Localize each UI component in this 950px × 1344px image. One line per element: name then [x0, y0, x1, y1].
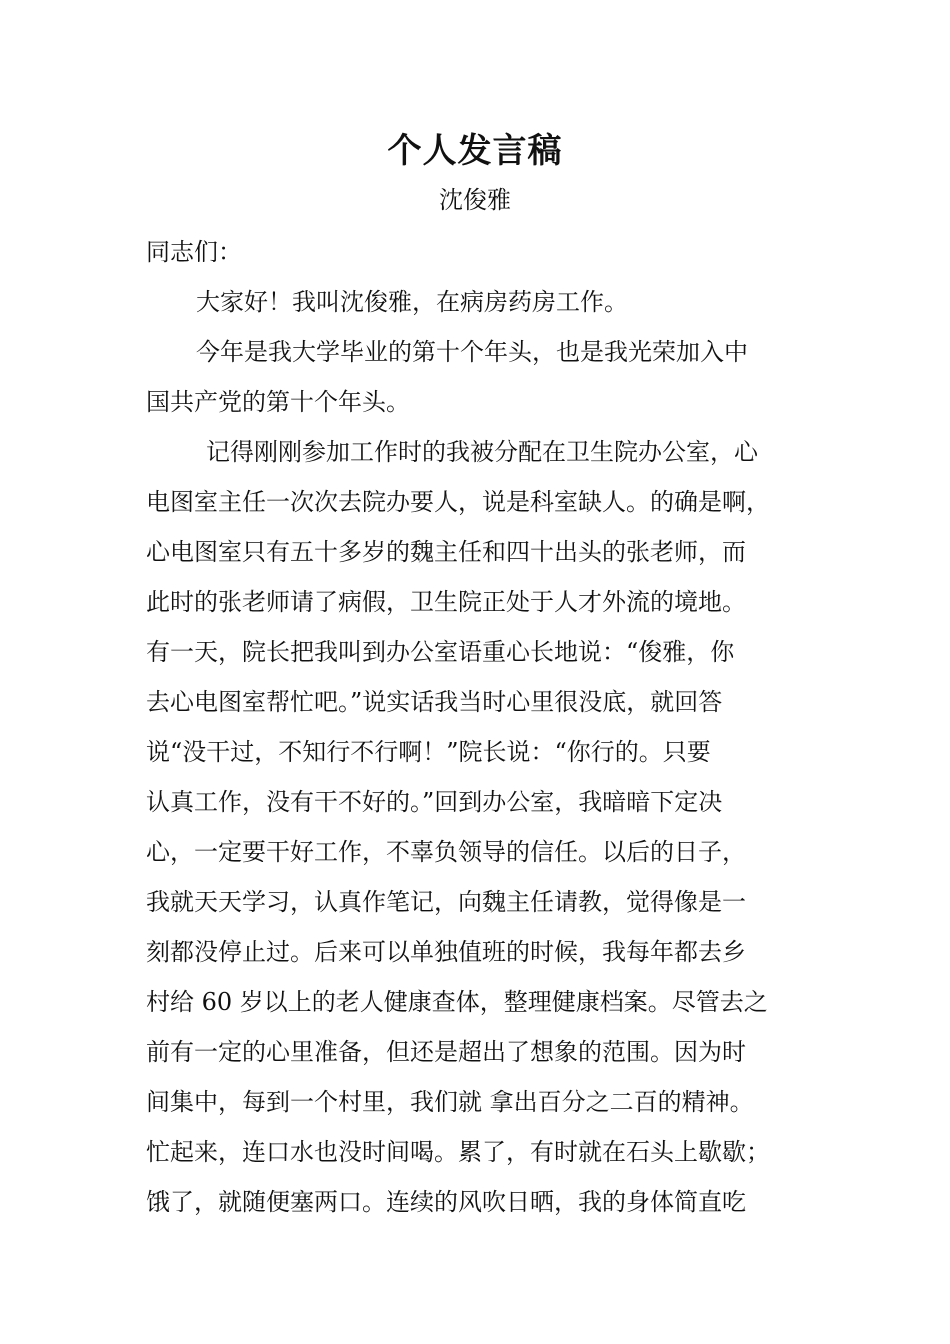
paragraph-3-line: 电图室主任一次次去院办要人，说是科室缺人。的确是啊，	[146, 488, 770, 516]
paragraph-3-line: 心，一定要干好工作，不辜负领导的信任。以后的日子，	[146, 838, 746, 866]
paragraph-3-line: 饿了，就随便塞两口。连续的风吹日晒，我的身体简直吃	[146, 1188, 746, 1216]
paragraph-3-line: 忙起来，连口水也没时间喝。累了，有时就在石头上歇歇；	[146, 1138, 770, 1166]
paragraph-3-line: 我就天天学习，认真作笔记，向魏主任请教，觉得像是一	[146, 888, 746, 916]
paragraph-2-line: 今年是我大学毕业的第十个年头，也是我光荣加入中	[196, 338, 748, 366]
paragraph-3-line: 前有一定的心里准备，但还是超出了想象的范围。因为时	[146, 1038, 746, 1066]
paragraph-3-line: 有一天，院长把我叫到办公室语重心长地说：“俊雅，你	[146, 638, 735, 666]
document-author: 沈俊雅	[439, 186, 511, 214]
paragraph-3-line: 认真工作，没有干不好的。”回到办公室，我暗暗下定决	[146, 788, 723, 816]
paragraph-2-line: 国共产党的第十个年头。	[146, 388, 410, 416]
paragraph-3-line: 说“没干过，不知行不行啊！”院长说：“你行的。只要	[146, 738, 711, 766]
paragraph-3-line: 心电图室只有五十多岁的魏主任和四十出头的张老师，而	[146, 538, 746, 566]
document-body	[146, 232, 806, 1232]
paragraph-3-line: 去心电图室帮忙吧。”说实话我当时心里很没底，就回答	[146, 688, 723, 716]
paragraph-3-line: 此时的张老师请了病假，卫生院正处于人才外流的境地。	[146, 588, 746, 616]
paragraph-3-line: 间集中，每到一个村里，我们就 拿出百分之二百的精神。	[146, 1088, 754, 1116]
salutation: 同志们：	[146, 238, 242, 266]
paragraph-3-line: 记得刚刚参加工作时的我被分配在卫生院办公室，心	[206, 438, 758, 466]
document-title: 个人发言稿	[387, 131, 563, 171]
paragraph-1-line: 大家好！我叫沈俊雅，在病房药房工作。	[196, 288, 628, 316]
paragraph-3-line: 刻都没停止过。后来可以单独值班的时候，我每年都去乡	[146, 938, 746, 966]
paragraph-3-line: 村给 60 岁以上的老人健康查体，整理健康档案。尽管去之	[146, 988, 768, 1016]
